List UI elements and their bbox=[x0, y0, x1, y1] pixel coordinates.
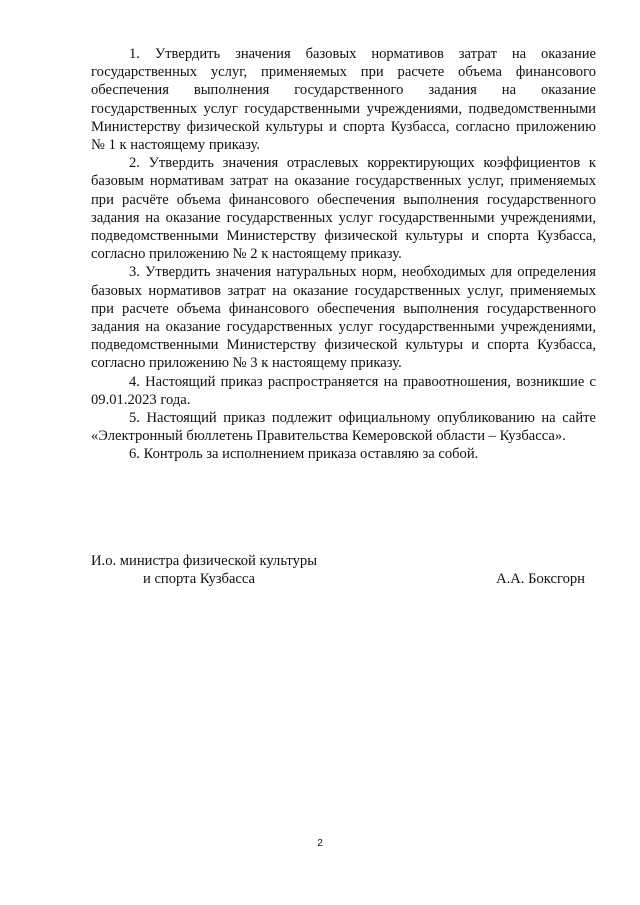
signatory-name: А.А. Боксгорн bbox=[496, 571, 585, 588]
paragraph-2: 2. Утвердить значения отраслевых корректирующих коэффициентов к базовым нормативам затрат на оказание государственных услуг, применяемых при расчёте объема финансового обеспечения выполнения государственного задания на оказание государственных услуг государственными учреждениями, подведомственными Министерству физической культуры и спорта Кузбасса, согласно приложению № 2 к настоящему приказу. bbox=[91, 155, 596, 263]
signatory-title-line2: и спорта Кузбасса bbox=[143, 571, 256, 588]
paragraph-4: 4. Настоящий приказ распространяется на правоотношения, возникшие с 09.01.2023 года. bbox=[91, 373, 596, 408]
paragraph-5: 5. Настоящий приказ подлежит официальному опубликованию на сайте «Электронный бюллетень Правительства Кемеровской области – Кузбасса». bbox=[91, 410, 596, 445]
signature-row bbox=[91, 570, 596, 588]
paragraph-6: 6. Контроль за исполнением приказа оставляю за собой. bbox=[129, 446, 479, 463]
signatory-title-line1: И.о. министра физической культуры bbox=[91, 553, 318, 569]
page-number: 2 bbox=[317, 838, 323, 849]
document-body bbox=[91, 45, 596, 464]
paragraph-3: 3. Утвердить значения натуральных норм, необходимых для определения базовых нормативов затрат на оказание государственных услуг, применяемых при расчете объема финансового обеспечения выполнения государственного задания на оказание государственных услуг государственными учреждениями, подведомственными Министерству физической культуры и спорта Кузбасса, согласно приложению № 3 к настоящему приказу. bbox=[91, 264, 596, 372]
paragraph-1: 1. Утвердить значения базовых нормативов затрат на оказание государственных услуг, применяемых при расчете объема финансового обеспечения выполнения государственного задания на оказание государственных услуг государственными учреждениями, подведомственными Министерству физической культуры и спорта Кузбасса, согласно приложению № 1 к настоящему приказу. bbox=[91, 46, 596, 154]
signature-block bbox=[91, 552, 596, 588]
